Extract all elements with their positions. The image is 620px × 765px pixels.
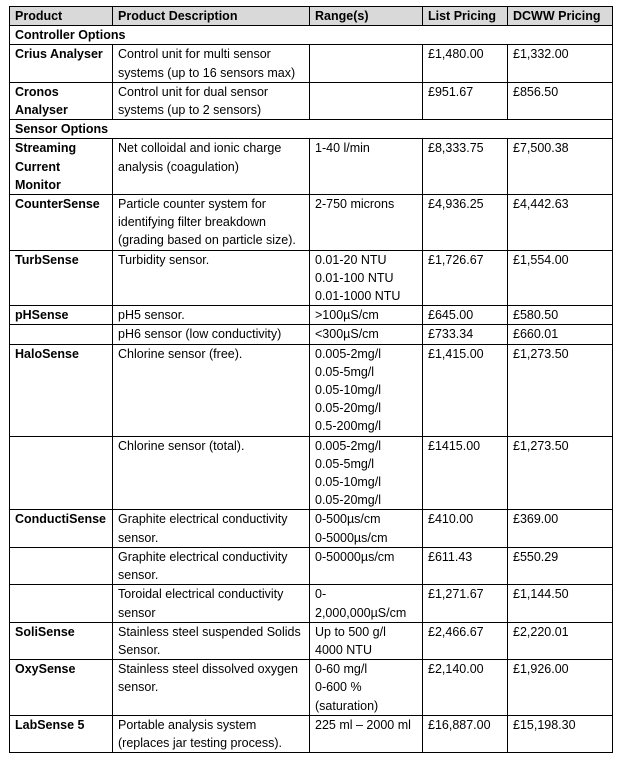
range-line: 0.01-100 NTU — [315, 270, 394, 285]
dcww-price-cell: £1,926.00 — [508, 660, 613, 716]
header-product: Product — [10, 7, 113, 26]
dcww-price-cell: £1,554.00 — [508, 250, 613, 306]
header-range: Range(s) — [310, 7, 423, 26]
product-cell: LabSense 5 — [10, 715, 113, 752]
table-row — [10, 344, 613, 436]
header-description: Product Description — [113, 7, 310, 26]
list-price-cell: £8,333.75 — [423, 139, 508, 195]
table-row — [10, 45, 613, 82]
table-row — [10, 139, 613, 195]
range-cell — [310, 660, 423, 716]
list-price-cell: £645.00 — [423, 306, 508, 325]
dcww-price-cell: £1,144.50 — [508, 585, 613, 622]
list-price-cell: £2,140.00 — [423, 660, 508, 716]
description-cell: Graphite electrical conductivity sensor. — [113, 510, 310, 547]
description-cell: Stainless steel suspended Solids Sensor. — [113, 622, 310, 659]
list-price-cell: £1,271.67 — [423, 585, 508, 622]
dcww-price-cell: £1,273.50 — [508, 344, 613, 436]
dcww-price-cell: £550.29 — [508, 547, 613, 584]
table-row — [10, 306, 613, 325]
list-price-cell: £611.43 — [423, 547, 508, 584]
range-line: 0.01-20 NTU — [315, 252, 387, 267]
table-row — [10, 250, 613, 306]
table-row — [10, 195, 613, 251]
range-cell — [310, 82, 423, 119]
range-cell — [310, 344, 423, 436]
list-price-cell: £733.34 — [423, 325, 508, 344]
description-cell: Particle counter system for identifying filter breakdown (grading based on particle size). — [113, 195, 310, 251]
table-row — [10, 660, 613, 716]
dcww-price-cell: £15,198.30 — [508, 715, 613, 752]
table-row — [10, 436, 613, 510]
description-cell: Chlorine sensor (total). — [113, 436, 310, 510]
list-price-cell: £951.67 — [423, 82, 508, 119]
list-price-cell: £4,936.25 — [423, 195, 508, 251]
range-line: 0.05-20mg/l — [315, 493, 382, 508]
table-row — [10, 510, 613, 547]
range-cell: 225 ml – 2000 ml — [310, 715, 423, 752]
range-line: 0-600 % — [315, 680, 362, 695]
product-cell — [10, 325, 113, 344]
table-row — [10, 325, 613, 344]
range-line: 0-5000µs/cm — [315, 530, 388, 545]
range-line: 0.05-10mg/l — [315, 383, 382, 398]
range-cell: 2-750 microns — [310, 195, 423, 251]
range-line: 0.05-5mg/l — [315, 364, 375, 379]
description-cell: pH6 sensor (low conductivity) — [113, 325, 310, 344]
range-line: 0.05-5mg/l — [315, 456, 375, 471]
section-title-controller: Controller Options — [10, 26, 613, 45]
header-dcww-pricing: DCWW Pricing — [508, 7, 613, 26]
table-row — [10, 622, 613, 659]
range-line: 0.005-2mg/l — [315, 346, 382, 361]
list-price-cell: £16,887.00 — [423, 715, 508, 752]
range-line: 0-60 mg/l — [315, 662, 368, 677]
dcww-price-cell: £7,500.38 — [508, 139, 613, 195]
list-price-cell: £1,726.67 — [423, 250, 508, 306]
product-cell: Streaming Current Monitor — [10, 139, 113, 195]
list-price-cell: £1,480.00 — [423, 45, 508, 82]
table-row — [10, 82, 613, 119]
product-cell: pHSense — [10, 306, 113, 325]
product-cell: OxySense — [10, 660, 113, 716]
range-line: 0- — [315, 587, 327, 602]
range-line: 0.05-10mg/l — [315, 475, 382, 490]
description-cell: Toroidal electrical conductivity sensor — [113, 585, 310, 622]
section-row-sensor — [10, 120, 613, 139]
description-cell: Turbidity sensor. — [113, 250, 310, 306]
table-row — [10, 547, 613, 584]
section-title-sensor: Sensor Options — [10, 120, 613, 139]
list-price-cell: £2,466.67 — [423, 622, 508, 659]
dcww-price-cell: £856.50 — [508, 82, 613, 119]
range-line: (saturation) — [315, 698, 379, 713]
range-cell: 1-40 l/min — [310, 139, 423, 195]
description-cell: Control unit for dual sensor systems (up to 2 sensors) — [113, 82, 310, 119]
pricing-table — [9, 6, 613, 753]
list-price-cell: £410.00 — [423, 510, 508, 547]
product-cell: SoliSense — [10, 622, 113, 659]
dcww-price-cell: £369.00 — [508, 510, 613, 547]
description-cell: Stainless steel dissolved oxygen sensor. — [113, 660, 310, 716]
dcww-price-cell: £2,220.01 — [508, 622, 613, 659]
dcww-price-cell: £1,332.00 — [508, 45, 613, 82]
description-cell: Portable analysis system (replaces jar testing process). — [113, 715, 310, 752]
product-cell: Cronos Analyser — [10, 82, 113, 119]
range-cell — [310, 510, 423, 547]
table-row — [10, 715, 613, 752]
section-row-controller — [10, 26, 613, 45]
range-line: 0.005-2mg/l — [315, 438, 382, 453]
product-cell: ConductiSense — [10, 510, 113, 547]
range-cell: >100µS/cm — [310, 306, 423, 325]
list-price-cell: £1,415.00 — [423, 344, 508, 436]
product-cell: Crius Analyser — [10, 45, 113, 82]
table-row — [10, 585, 613, 622]
range-line: 0-500µs/cm — [315, 512, 381, 527]
range-cell — [310, 622, 423, 659]
list-price-cell: £1415.00 — [423, 436, 508, 510]
product-cell — [10, 585, 113, 622]
header-row — [10, 7, 613, 26]
dcww-price-cell: £580.50 — [508, 306, 613, 325]
description-cell: Net colloidal and ionic charge analysis (coagulation) — [113, 139, 310, 195]
description-cell: Control unit for multi sensor systems (up to 16 sensors max) — [113, 45, 310, 82]
range-line: 0.5-200mg/l — [315, 419, 382, 434]
description-cell: Graphite electrical conductivity sensor. — [113, 547, 310, 584]
product-cell: CounterSense — [10, 195, 113, 251]
range-cell — [310, 45, 423, 82]
range-cell — [310, 436, 423, 510]
header-list-pricing: List Pricing — [423, 7, 508, 26]
range-cell — [310, 585, 423, 622]
description-cell: pH5 sensor. — [113, 306, 310, 325]
product-cell — [10, 547, 113, 584]
range-cell: <300µS/cm — [310, 325, 423, 344]
range-line: 0.01-1000 NTU — [315, 289, 401, 304]
product-cell: HaloSense — [10, 344, 113, 436]
dcww-price-cell: £1,273.50 — [508, 436, 613, 510]
range-cell: 0-50000µs/cm — [310, 547, 423, 584]
product-cell — [10, 436, 113, 510]
dcww-price-cell: £660.01 — [508, 325, 613, 344]
range-line: Up to 500 g/l — [315, 624, 386, 639]
description-cell: Chlorine sensor (free). — [113, 344, 310, 436]
product-cell: TurbSense — [10, 250, 113, 306]
range-cell — [310, 250, 423, 306]
range-line: 0.05-20mg/l — [315, 401, 382, 416]
range-line: 2,000,000µS/cm — [315, 605, 407, 620]
dcww-price-cell: £4,442.63 — [508, 195, 613, 251]
range-line: 4000 NTU — [315, 642, 372, 657]
